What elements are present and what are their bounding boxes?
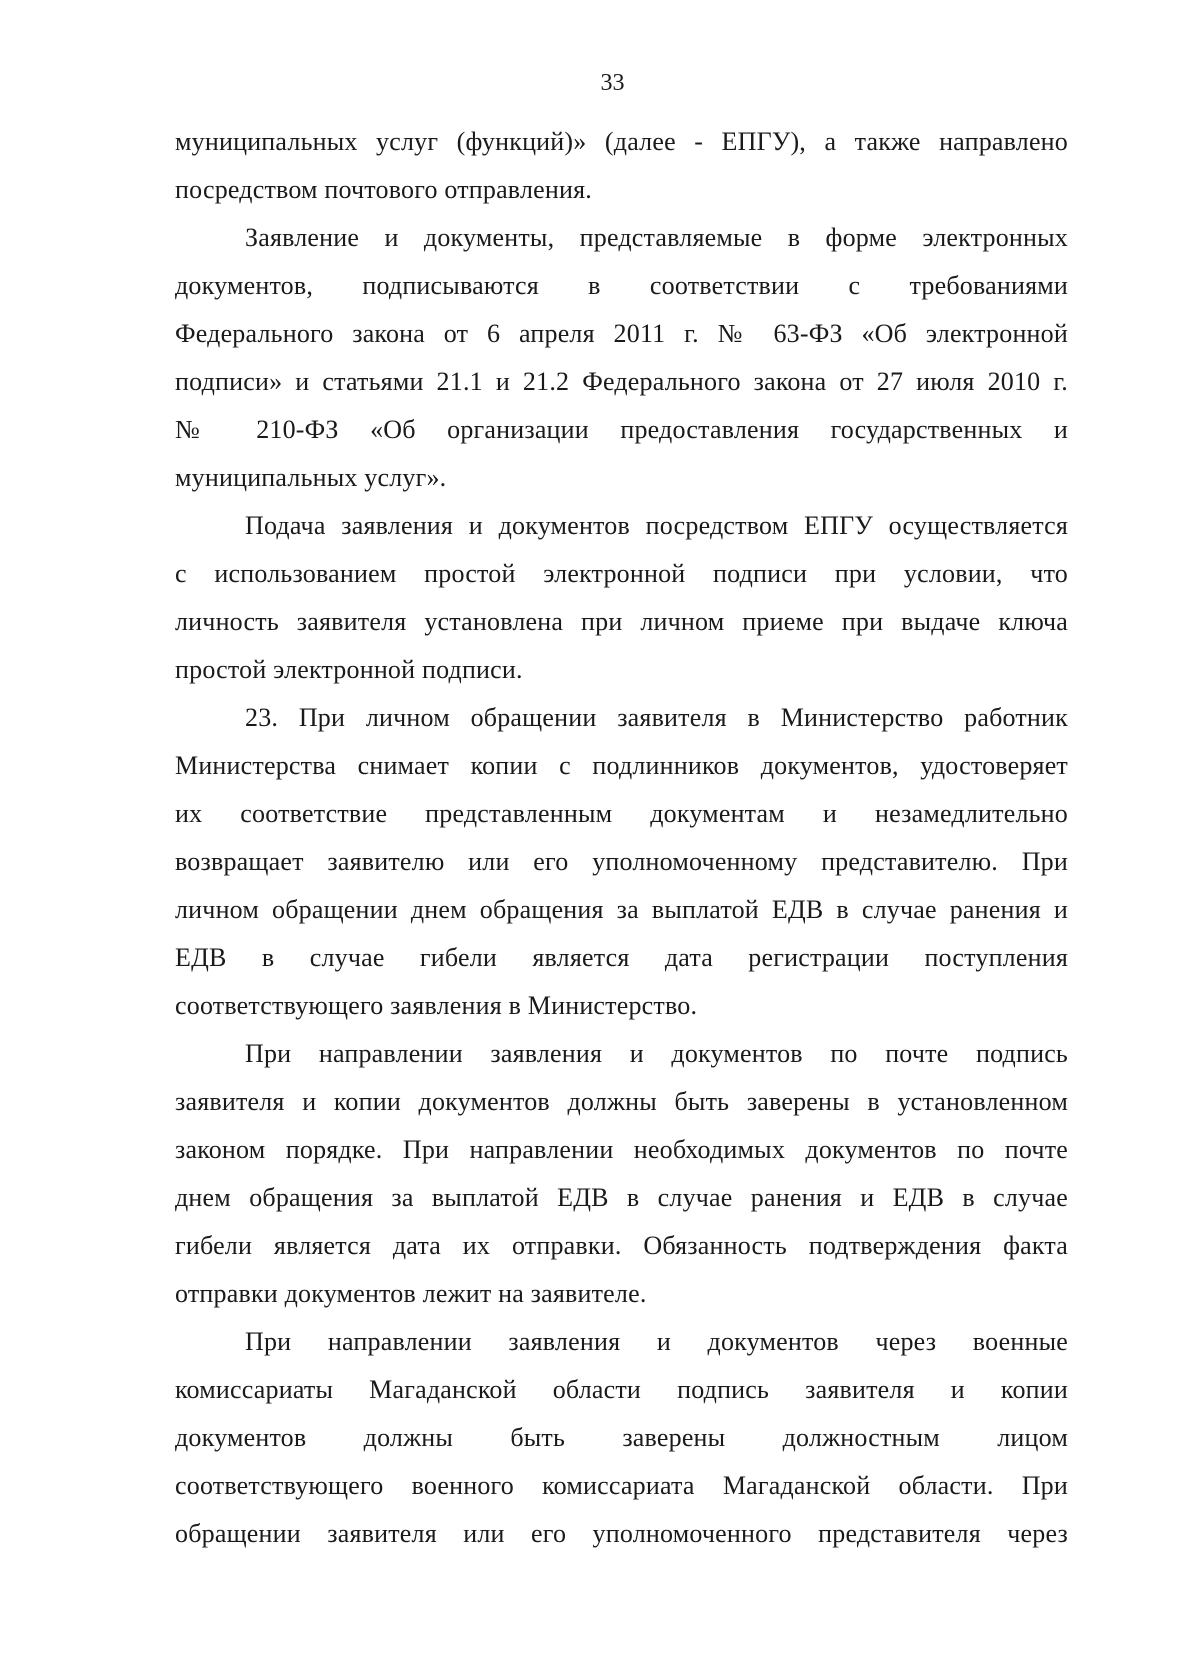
text-line: подписи» и статьями 21.1 и 21.2 Федерального закона от 27 июля 2010 г. — [175, 367, 1068, 396]
paragraph — [175, 502, 1068, 694]
text-line: муниципальных услуг (функций)» (далее - ЕПГУ), а также направлено — [175, 127, 1068, 156]
text-line: посредством почтового отправления. — [175, 175, 592, 204]
text-line: документов должны быть заверены должностным лицом — [175, 1423, 1068, 1452]
text-line: Заявление и документы, представляемые в форме электронных — [245, 223, 1068, 252]
text-line: личном обращении днем обращения за выплатой ЕДВ в случае ранения и — [175, 895, 1068, 924]
text-line: комиссариаты Магаданской области подпись заявителя и копии — [175, 1375, 1068, 1404]
text-line: законом порядке. При направлении необходимых документов по почте — [175, 1135, 1068, 1164]
text-line: Подача заявления и документов посредством ЕПГУ осуществляется — [245, 511, 1068, 540]
text-line: простой электронной подписи. — [175, 655, 523, 684]
text-line: При направлении заявления и документов через военные — [245, 1327, 1068, 1356]
paragraph — [175, 214, 1068, 502]
text-line: Федерального закона от 6 апреля 2011 г. № 63-ФЗ «Об электронной — [175, 319, 1068, 348]
text-line: отправки документов лежит на заявителе. — [175, 1279, 647, 1308]
paragraph — [175, 694, 1068, 1030]
text-line: документов, подписываются в соответствии с требованиями — [175, 271, 1068, 300]
text-line: соответствующего военного комиссариата Магаданской области. При — [175, 1471, 1068, 1500]
text-line: При направлении заявления и документов по почте подпись — [245, 1039, 1068, 1068]
text-line: ЕДВ в случае гибели является дата регистрации поступления — [175, 943, 1068, 972]
text-line: днем обращения за выплатой ЕДВ в случае ранения и ЕДВ в случае — [175, 1183, 1068, 1212]
text-line: личность заявителя установлена при личном приеме при выдаче ключа — [175, 607, 1068, 636]
text-line: их соответствие представленным документам и незамедлительно — [175, 799, 1068, 828]
document-body — [175, 118, 1068, 1558]
text-line: муниципальных услуг». — [175, 463, 447, 492]
paragraph — [175, 118, 1068, 214]
paragraph — [175, 1318, 1068, 1558]
page-number: 33 — [600, 70, 625, 96]
text-line: заявителя и копии документов должны быть заверены в установленном — [175, 1087, 1068, 1116]
text-line: 23. При личном обращении заявителя в Министерство работник — [245, 703, 1068, 732]
paragraph — [175, 1030, 1068, 1318]
text-line: Министерства снимает копии с подлинников документов, удостоверяет — [175, 751, 1068, 780]
text-line: соответствующего заявления в Министерство. — [175, 991, 698, 1020]
text-line: возвращает заявителю или его уполномоченному представителю. При — [175, 847, 1068, 876]
text-line: № 210-ФЗ «Об организации предоставления государственных и — [175, 415, 1068, 444]
text-line: с использованием простой электронной подписи при условии, что — [175, 559, 1068, 588]
text-line: гибели является дата их отправки. Обязанность подтверждения факта — [175, 1231, 1068, 1260]
text-line: обращении заявителя или его уполномоченного представителя через — [175, 1519, 1068, 1548]
